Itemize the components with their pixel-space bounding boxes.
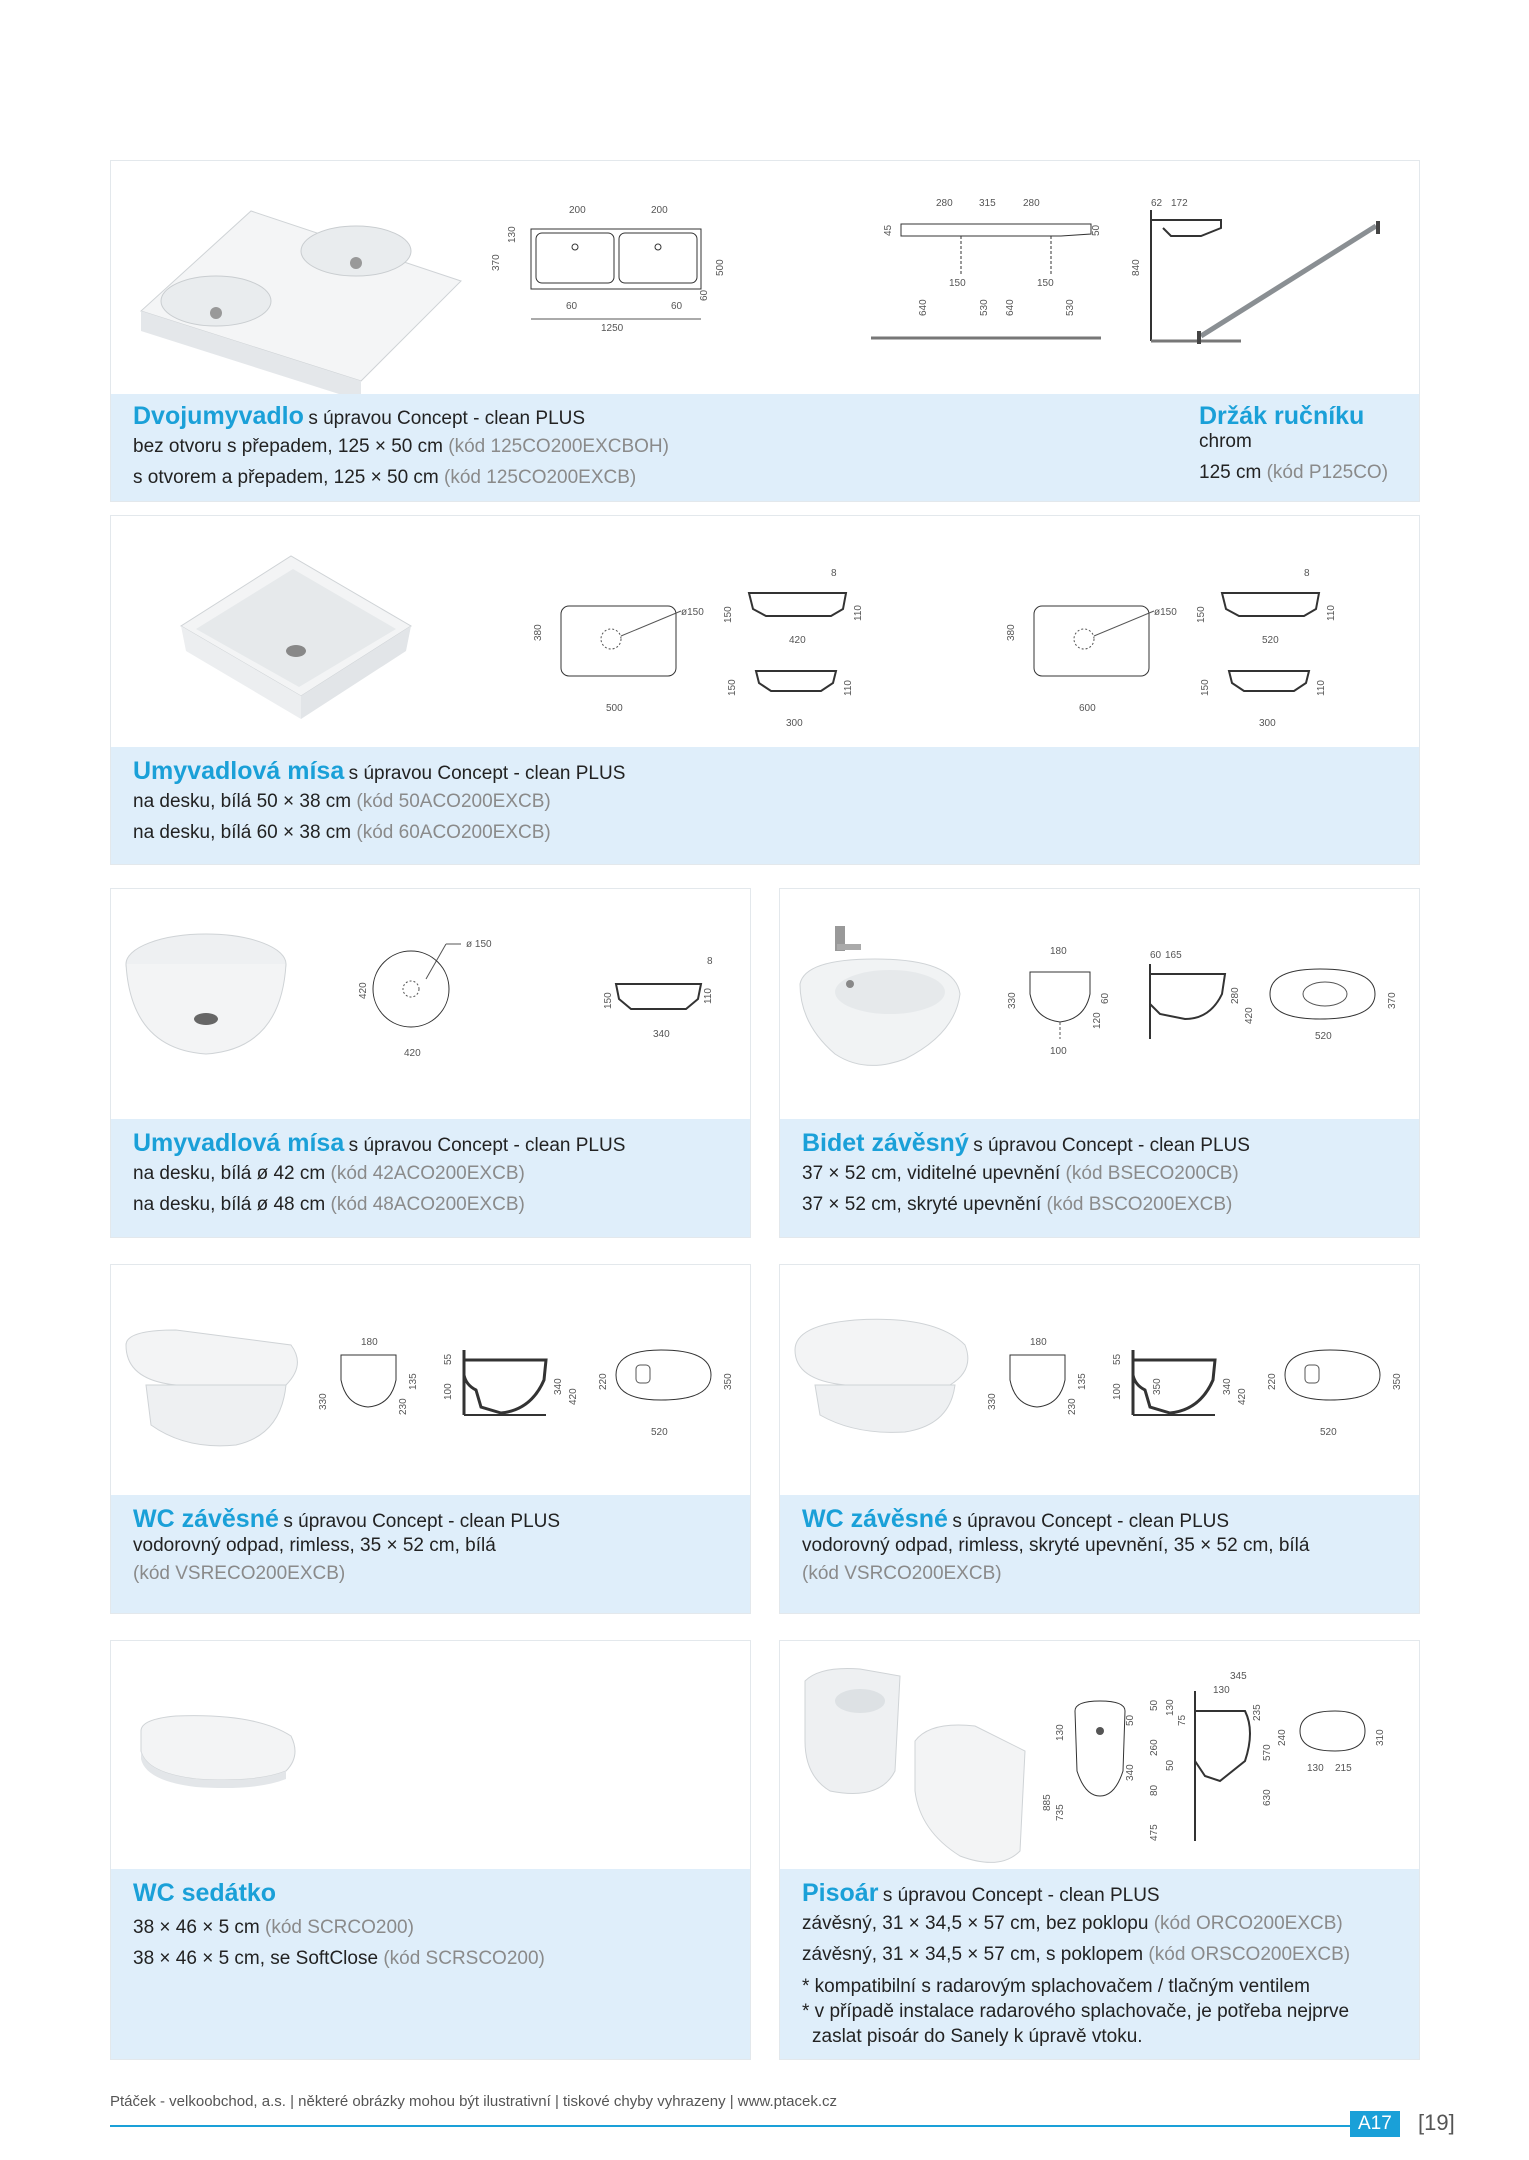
dim-label: 150 [1200, 679, 1211, 696]
towel-rail-info [1199, 402, 1388, 488]
rect-bowl-image [181, 551, 421, 721]
dim-label: 380 [1006, 624, 1017, 641]
product-card-wc-2 [779, 1264, 1420, 1614]
product-info [111, 1869, 750, 2059]
dim-label: 8 [707, 956, 713, 967]
dim-label: 50 [1091, 224, 1102, 236]
dim-label: 475 [1149, 1824, 1160, 1841]
product-drawings [111, 161, 1419, 396]
product-code: (kód BSCO200EXCB) [1046, 1194, 1233, 1215]
dim-label: 135 [408, 1373, 419, 1390]
product-note: * kompatibilní s radarovým splachovačem / tlačným ventilem [802, 1976, 1310, 1997]
product-code: (kód VSRECO200EXCB) [133, 1563, 346, 1584]
dim-label: 330 [987, 1393, 998, 1410]
product-subtitle: s úpravou Concept - clean PLUS [283, 1511, 561, 1532]
dim-label: 330 [318, 1393, 329, 1410]
product-info [780, 1119, 1419, 1237]
product-drawings [780, 1265, 1419, 1497]
product-info [780, 1869, 1419, 2059]
product-line: vodorovný odpad, rimless, 35 × 52 cm, bílá [133, 1535, 496, 1556]
dim-label: 380 [533, 624, 544, 641]
product-code: (kód 60ACO200EXCB) [356, 822, 551, 843]
product-card-wc-1 [110, 1264, 751, 1614]
dim-label: 62 [1151, 198, 1163, 209]
dim-label: 110 [703, 988, 714, 1004]
dim-label: 520 [651, 1427, 668, 1438]
product-title: Držák ručníku [1199, 402, 1365, 430]
dim-label: 230 [1067, 1398, 1078, 1415]
dim-label: 500 [715, 259, 726, 276]
product-line: na desku, bílá 50 × 38 cm (kód 50ACO200EXCB) [133, 791, 551, 812]
urinal-drawing [1042, 1671, 1415, 1846]
dim-label: 100 [1112, 1383, 1123, 1400]
product-code: (kód BSECO200CB) [1065, 1163, 1239, 1184]
double-basin-image [131, 191, 461, 361]
dim-label: 420 [1237, 1388, 1248, 1405]
dim-label: 350 [723, 1373, 734, 1390]
wc-drawing [316, 1335, 746, 1445]
round-bowl-drawing [331, 939, 731, 1089]
dim-label: 180 [361, 1337, 378, 1348]
product-info [111, 747, 1419, 864]
dim-label: 130 [1213, 1685, 1230, 1696]
wc-image [785, 1310, 975, 1440]
dim-label: 60 [1100, 992, 1111, 1004]
dim-label: 520 [1315, 1031, 1332, 1042]
section-badge: A17 [1350, 2111, 1400, 2137]
dim-label: 110 [843, 680, 854, 696]
product-title: Umyvadlová mísa [133, 757, 345, 785]
dim-label: 570 [1262, 1744, 1273, 1761]
dim-label: 60 [1150, 950, 1162, 961]
dim-label: 60 [699, 289, 710, 301]
dim-label: 55 [1112, 1353, 1123, 1365]
dim-label: 280 [936, 198, 953, 209]
towel-rail-image [1191, 216, 1391, 346]
product-line: s otvorem a přepadem, 125 × 50 cm (kód 125CO200EXCB) [133, 467, 637, 488]
product-line: na desku, bílá ø 48 cm (kód 48ACO200EXCB) [133, 1194, 525, 1215]
dim-label: 60 [566, 301, 578, 312]
dim-label: 200 [569, 205, 586, 216]
product-drawings [111, 1265, 750, 1497]
product-info [780, 1495, 1419, 1613]
footer-divider [110, 2125, 1350, 2127]
dim-label: 110 [853, 605, 864, 621]
dim-label: 420 [789, 635, 806, 646]
product-card-bidet [779, 888, 1420, 1238]
dim-label: 500 [606, 703, 623, 714]
product-code: (kód 125CO200EXCB) [444, 467, 637, 488]
dim-label: 640 [1005, 299, 1016, 316]
dim-label: 340 [1222, 1378, 1233, 1395]
dim-label: 150 [1037, 278, 1054, 289]
product-title: WC závěsné [802, 1505, 948, 1533]
footer-text: Ptáček - velkoobchod, a.s. | některé obrázky mohou být ilustrativní | tiskové chyby vyhrazeny | www.ptacek.cz [110, 2093, 838, 2110]
product-code: (kód 50ACO200EXCB) [356, 791, 551, 812]
product-note: zaslat pisoár do Sanely k úpravě vtoku. [812, 2026, 1143, 2047]
dim-label: 640 [918, 299, 929, 316]
dim-label: 230 [398, 1398, 409, 1415]
dim-label: 8 [831, 568, 837, 579]
double-basin-top-view [491, 201, 751, 351]
dim-label: 370 [1387, 992, 1398, 1009]
product-subtitle: s úpravou Concept - clean PLUS [308, 408, 586, 429]
dim-label: 215 [1335, 1763, 1352, 1774]
product-subtitle: s úpravou Concept - clean PLUS [952, 1511, 1230, 1532]
product-subtitle: s úpravou Concept - clean PLUS [348, 763, 626, 784]
bidet-image [795, 924, 970, 1074]
dim-label: 240 [1277, 1729, 1288, 1746]
dim-label: 350 [1152, 1378, 1163, 1395]
dim-label: ø150 [681, 607, 704, 618]
dim-label: 1250 [601, 323, 624, 334]
dim-label: 180 [1030, 1337, 1047, 1348]
product-card-double-basin [110, 160, 1420, 502]
dim-label: 885 [1042, 1794, 1053, 1811]
product-line: 38 × 46 × 5 cm, se SoftClose (kód SCRSCO200) [133, 1948, 545, 1969]
dim-label: 150 [727, 679, 738, 696]
product-line: 37 × 52 cm, skryté upevnění (kód BSCO200EXCB) [802, 1194, 1233, 1215]
product-code: (kód ORCO200EXCB) [1153, 1913, 1343, 1934]
product-line: závěsný, 31 × 34,5 × 57 cm, s poklopem (kód ORSCO200EXCB) [802, 1944, 1351, 1965]
product-subtitle: s úpravou Concept - clean PLUS [348, 1135, 626, 1156]
product-code: (kód 48ACO200EXCB) [330, 1194, 525, 1215]
wc-image [116, 1325, 306, 1455]
dim-label: 75 [1177, 1714, 1188, 1726]
dim-label: ø 150 [466, 939, 492, 950]
dim-label: 150 [949, 278, 966, 289]
product-code: (kód VSRCO200EXCB) [802, 1563, 1002, 1584]
product-title: WC závěsné [133, 1505, 279, 1533]
product-code: (kód 125CO200EXCBOH) [448, 436, 669, 457]
product-info [111, 394, 1419, 501]
dim-label: 200 [651, 205, 668, 216]
dim-label: 840 [1131, 259, 1142, 276]
dim-label: 350 [1392, 1373, 1403, 1390]
dim-label: 150 [603, 992, 614, 1009]
product-line: na desku, bílá 60 × 38 cm (kód 60ACO200EXCB) [133, 822, 551, 843]
dim-label: 130 [1307, 1763, 1324, 1774]
product-code: (kód SCRSCO200) [383, 1948, 545, 1969]
dim-label: 135 [1077, 1373, 1088, 1390]
product-info [111, 1495, 750, 1613]
product-drawings [111, 1641, 750, 1871]
dim-label: 110 [1326, 605, 1337, 621]
dim-label: 630 [1262, 1789, 1273, 1806]
dim-label: 110 [1316, 680, 1327, 696]
product-drawings [111, 889, 750, 1121]
urinal-image [800, 1661, 1040, 1861]
dim-label: 420 [568, 1388, 579, 1405]
dim-label: 420 [358, 982, 369, 999]
dim-label: 150 [723, 606, 734, 623]
product-title: Umyvadlová mísa [133, 1129, 345, 1157]
dim-label: 300 [786, 718, 803, 729]
dim-label: 45 [883, 224, 894, 236]
dim-label: 310 [1375, 1729, 1386, 1746]
rect-bowl-drawing-b [1004, 551, 1464, 741]
dim-label: 420 [1244, 1007, 1255, 1024]
product-card-rect-bowl [110, 515, 1420, 865]
product-card-urinal [779, 1640, 1420, 2060]
product-line [802, 1558, 1309, 1589]
dim-label: 370 [491, 254, 502, 271]
dim-label: 8 [1304, 568, 1310, 579]
dim-label: 50 [1125, 1714, 1136, 1726]
dim-label: 120 [1092, 1012, 1103, 1029]
dim-label: 340 [1125, 1764, 1136, 1781]
product-card-wc-seat [110, 1640, 751, 2060]
dim-label: 100 [443, 1383, 454, 1400]
dim-label: 280 [1023, 198, 1040, 209]
dim-label: 520 [1320, 1427, 1337, 1438]
product-note: * v případě instalace radarového splachovače, je potřeba nejprve [802, 2001, 1350, 2022]
page-number: [19] [1418, 2110, 1455, 2135]
product-code: (kód 42ACO200EXCB) [330, 1163, 525, 1184]
dim-label: 300 [1259, 718, 1276, 729]
product-subtitle: s úpravou Concept - clean PLUS [882, 1885, 1160, 1906]
dim-label: ø150 [1154, 607, 1177, 618]
product-line: bez otvoru s přepadem, 125 × 50 cm (kód 125CO200EXCBOH) [133, 436, 669, 457]
dim-label: 530 [1065, 299, 1076, 316]
dim-label: 130 [1055, 1724, 1066, 1741]
dim-label: 172 [1171, 198, 1188, 209]
round-bowl-image [121, 929, 296, 1069]
product-subtitle: s úpravou Concept - clean PLUS [973, 1135, 1250, 1156]
product-drawings [780, 1641, 1419, 1871]
product-card-round-bowl [110, 888, 751, 1238]
product-code: (kód ORSCO200EXCB) [1148, 1944, 1351, 1965]
double-basin-side-view [861, 196, 1111, 346]
product-line: na desku, bílá ø 42 cm (kód 42ACO200EXCB) [133, 1163, 525, 1184]
dim-label: 520 [1262, 635, 1279, 646]
dim-label: 50 [1149, 1699, 1160, 1711]
dim-label: 340 [653, 1029, 670, 1040]
dim-label: 50 [1165, 1759, 1176, 1771]
product-title: Pisoár [802, 1879, 879, 1907]
product-line: 125 cm (kód P125CO) [1199, 462, 1389, 483]
product-drawings [111, 516, 1419, 749]
dim-label: 345 [1230, 1671, 1247, 1682]
dim-label: 220 [598, 1373, 609, 1390]
product-code: (kód SCRCO200) [265, 1917, 414, 1938]
dim-label: 600 [1079, 703, 1096, 714]
dim-label: 130 [507, 226, 518, 243]
dim-label: 220 [1267, 1373, 1278, 1390]
rect-bowl-drawing-a [531, 551, 991, 741]
dim-label: 340 [553, 1378, 564, 1395]
dim-label: 315 [979, 198, 996, 209]
wc-drawing [985, 1335, 1415, 1445]
product-title: WC sedátko [133, 1879, 277, 1907]
dim-label: 530 [979, 299, 990, 316]
dim-label: 735 [1055, 1804, 1066, 1821]
product-line: vodorovný odpad, rimless, skryté upevnění, 35 × 52 cm, bílá [802, 1535, 1310, 1556]
wc-seat-image [136, 1711, 306, 1791]
product-info [111, 1119, 750, 1237]
product-line [133, 1558, 560, 1589]
dim-label: 235 [1252, 1704, 1263, 1721]
dim-label: 55 [443, 1353, 454, 1365]
dim-label: 80 [1149, 1784, 1160, 1796]
product-line: 37 × 52 cm, viditelné upevnění (kód BSECO200CB) [802, 1163, 1239, 1184]
dim-label: 150 [1196, 606, 1207, 623]
dim-label: 130 [1165, 1699, 1176, 1716]
dim-label: 260 [1149, 1739, 1160, 1756]
dim-label: 280 [1230, 987, 1241, 1004]
product-subtitle: chrom [1199, 431, 1252, 452]
product-drawings [780, 889, 1419, 1121]
product-line: závěsný, 31 × 34,5 × 57 cm, bez poklopu (kód ORCO200EXCB) [802, 1913, 1343, 1934]
dim-label: 100 [1050, 1046, 1067, 1057]
dim-label: 165 [1165, 950, 1182, 961]
product-code: (kód P125CO) [1266, 462, 1389, 483]
dim-label: 420 [404, 1048, 421, 1059]
dim-label: 180 [1050, 946, 1067, 957]
dim-label: 60 [671, 301, 683, 312]
product-title: Bidet závěsný [802, 1129, 969, 1157]
product-title: Dvojumyvadlo [133, 402, 304, 430]
dim-label: 330 [1007, 992, 1018, 1009]
bidet-drawing [990, 944, 1410, 1064]
product-line: 38 × 46 × 5 cm (kód SCRCO200) [133, 1917, 414, 1938]
